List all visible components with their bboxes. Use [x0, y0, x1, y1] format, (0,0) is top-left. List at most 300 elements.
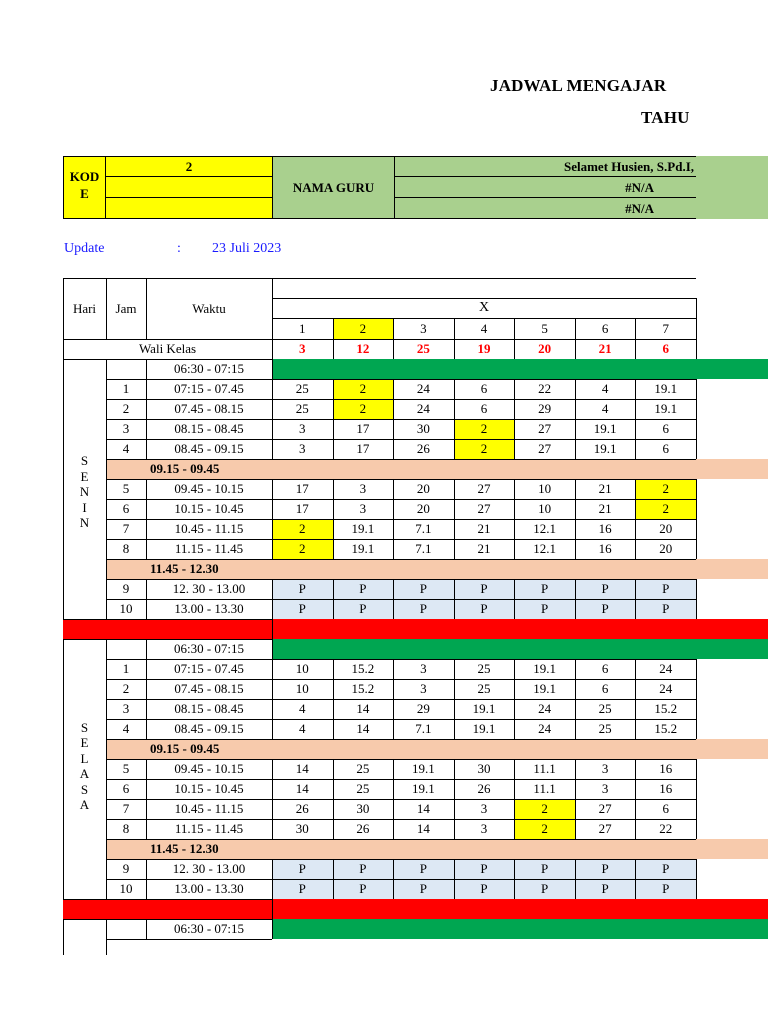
schedule-cell: 15.2: [351, 681, 375, 696]
jam-cell: 7: [122, 801, 130, 816]
grid-line: [635, 579, 636, 599]
grid-line: [514, 719, 515, 739]
kode-value: 2: [185, 158, 193, 174]
wali-kelas-value: 20: [538, 341, 552, 356]
schedule-cell: P: [662, 581, 670, 596]
grid-line: [696, 539, 697, 559]
break-time: 11.45 - 12.30: [150, 841, 219, 856]
time-cell: 12. 30 - 13.00: [172, 861, 246, 876]
grid-line: [272, 759, 273, 779]
grid-line: [454, 539, 455, 559]
jam-cell: 4: [122, 721, 130, 736]
grid-line: [696, 779, 697, 799]
schedule-cell: 20: [659, 541, 673, 556]
grid-line: [575, 419, 576, 439]
class-number-3: 3: [420, 320, 427, 336]
jam-cell: 6: [122, 501, 130, 516]
grid-line: [635, 719, 636, 739]
schedule-cell: P: [601, 861, 609, 876]
grid-line: [514, 419, 515, 439]
class-group-header: X: [478, 300, 490, 315]
grid-line: [696, 659, 697, 679]
grid-line: [106, 439, 107, 459]
row3-value: #N/A: [625, 200, 654, 216]
class-number-5: 5: [541, 320, 548, 336]
nama-label: NAMA GURU: [292, 179, 375, 195]
grid-line: [106, 499, 696, 500]
grid-line: [106, 659, 107, 679]
schedule-cell: 19.1: [654, 381, 678, 396]
grid-line: [272, 439, 273, 459]
green-bar: [272, 639, 768, 659]
grid-line: [514, 859, 515, 879]
schedule-cell: 19.1: [593, 421, 617, 436]
schedule-cell: 6: [601, 661, 609, 676]
grid-line: [106, 399, 107, 419]
grid-line: [575, 579, 576, 599]
grid-line: [454, 679, 455, 699]
break-time: 11.45 - 12.30: [150, 561, 219, 576]
schedule-cell: 14: [356, 721, 370, 736]
grid-line: [106, 419, 696, 420]
grid-line: [575, 699, 576, 719]
grid-line: [272, 359, 273, 379]
grid-line: [696, 799, 697, 819]
grid-line: [272, 719, 273, 739]
schedule-cell: 24: [416, 381, 430, 396]
grid-line: [333, 779, 334, 799]
grid-line: [575, 599, 576, 619]
schedule-cell: 21: [477, 521, 491, 536]
schedule-cell: P: [540, 601, 549, 616]
time-cell: 13.00 - 13.30: [174, 881, 244, 896]
schedule-cell: 21: [598, 501, 612, 516]
grid-line: [635, 519, 636, 539]
schedule-cell: 16: [598, 541, 612, 556]
time-cell: 10.45 - 11.15: [174, 521, 244, 536]
grid-line: [514, 679, 515, 699]
grid-line: [106, 439, 696, 440]
grid-line: [333, 819, 334, 839]
grid-line: [106, 599, 107, 619]
schedule-cell: P: [601, 601, 609, 616]
schedule-cell: P: [359, 881, 367, 896]
grid-line: [106, 599, 696, 600]
time-cell: 08.45 - 09.15: [174, 441, 244, 456]
grid-line: [146, 699, 147, 719]
schedule-cell: 16: [659, 761, 673, 776]
grid-line: [696, 439, 697, 459]
grid-line: [454, 879, 455, 899]
schedule-cell: 2: [299, 521, 306, 536]
schedule-cell: 4: [299, 701, 306, 716]
grid-line: [635, 659, 636, 679]
schedule-cell: P: [298, 581, 306, 596]
schedule-cell: 15.2: [654, 721, 678, 736]
wali-kelas-value: 19: [477, 341, 491, 356]
grid-line: [635, 819, 636, 839]
grid-line: [514, 499, 515, 519]
jam-cell: 10: [119, 601, 133, 616]
schedule-cell: 3: [299, 441, 306, 456]
schedule-cell: 7.1: [415, 541, 432, 556]
schedule-cell: 22: [659, 821, 673, 836]
grid-line: [454, 759, 455, 779]
schedule-cell: 6: [480, 401, 488, 416]
grid-line: [393, 579, 394, 599]
schedule-cell: 24: [416, 401, 430, 416]
grid-line: [106, 719, 107, 739]
schedule-cell: 3: [480, 821, 488, 836]
class-number-2: 2: [359, 320, 367, 336]
grid-line: [575, 479, 576, 499]
grid-line: [575, 859, 576, 879]
schedule-cell: P: [419, 581, 428, 596]
grid-line: [454, 699, 455, 719]
schedule-cell: 24: [538, 721, 552, 736]
schedule-cell: P: [298, 881, 306, 896]
grid-line: [272, 379, 273, 399]
grid-line: [106, 399, 696, 400]
grid-line: [393, 759, 394, 779]
break-time: 09.15 - 09.45: [150, 741, 220, 756]
grid-line: [696, 699, 697, 719]
grid-line: [106, 659, 696, 660]
schedule-cell: 27: [477, 481, 491, 496]
schedule-cell: P: [662, 881, 670, 896]
schedule-cell: 3: [420, 661, 427, 676]
jam-cell: 9: [122, 581, 130, 596]
schedule-cell: 19.1: [654, 401, 678, 416]
schedule-cell: P: [540, 581, 549, 596]
wali-kelas-value: 3: [299, 341, 306, 356]
schedule-cell: 27: [538, 441, 552, 456]
grid-line: [454, 419, 455, 439]
grid-line: [575, 819, 576, 839]
grid-line: [146, 359, 147, 379]
col-header-jam: Jam: [115, 300, 137, 316]
schedule-cell: P: [601, 881, 609, 896]
grid-line: [333, 419, 334, 439]
grid-line: [333, 479, 334, 499]
jam-cell: 6: [122, 781, 130, 796]
grid-line: [106, 419, 107, 439]
jam-cell: 2: [122, 401, 130, 416]
schedule-cell: P: [662, 861, 670, 876]
grid-line: [393, 399, 394, 419]
schedule-cell: 10: [295, 681, 309, 696]
schedule-cell: 24: [659, 681, 673, 696]
grid-line: [146, 799, 147, 819]
schedule-cell: 10: [538, 481, 552, 496]
jam-cell: 7: [122, 521, 130, 536]
time-cell: 09.45 - 10.15: [174, 481, 244, 496]
day-separator: [63, 899, 768, 919]
grid-line: [514, 819, 515, 839]
schedule-cell: 20: [659, 521, 673, 536]
green-bar: [272, 359, 768, 379]
schedule-cell: 27: [538, 421, 552, 436]
schedule-cell: P: [662, 601, 670, 616]
grid-line: [333, 499, 334, 519]
grid-line: [272, 519, 273, 539]
grid-line: [393, 779, 394, 799]
grid-line: [106, 539, 696, 540]
col-header-hari: Hari: [72, 300, 97, 316]
schedule-cell: P: [419, 601, 428, 616]
schedule-cell: 19.1: [533, 661, 556, 676]
grid-line: [106, 839, 696, 840]
time-cell: 07:15 - 07.45: [174, 381, 244, 396]
grid-line: [106, 819, 107, 839]
grid-line: [514, 519, 515, 539]
grid-line: [106, 519, 696, 520]
grid-line: [106, 759, 107, 779]
schedule-cell: 26: [356, 821, 370, 836]
grid-line: [146, 579, 147, 599]
time-cell: 06:30 - 07:15: [173, 921, 245, 936]
grid-line: [514, 759, 515, 779]
grid-line: [146, 659, 147, 679]
grid-line: [514, 799, 515, 819]
grid-line: [514, 539, 515, 559]
schedule-cell: P: [601, 581, 609, 596]
schedule-cell: 3: [480, 801, 488, 816]
grid-line: [393, 719, 394, 739]
schedule-cell: 2: [662, 501, 669, 516]
grid-line: [454, 439, 455, 459]
grid-line: [106, 499, 107, 519]
grid-line: [106, 799, 696, 800]
schedule-cell: 7.1: [415, 721, 432, 736]
grid-line: [454, 799, 455, 819]
grid-line: [575, 719, 576, 739]
grid-line: [106, 859, 107, 879]
schedule-cell: P: [359, 601, 367, 616]
grid-line: [146, 479, 147, 499]
grid-line: [106, 719, 696, 720]
grid-line: [106, 559, 107, 579]
schedule-cell: 2: [359, 401, 367, 416]
schedule-cell: P: [480, 881, 488, 896]
schedule-cell: 22: [538, 381, 552, 396]
grid-line: [696, 719, 697, 739]
grid-line: [454, 519, 455, 539]
grid-line: [635, 599, 636, 619]
schedule-cell: 19.1: [412, 781, 435, 796]
jam-cell: 1: [122, 661, 130, 676]
schedule-cell: 3: [299, 421, 306, 436]
jam-cell: 5: [122, 481, 130, 496]
grid-line: [635, 779, 636, 799]
grid-line: [106, 639, 107, 659]
grid-line: [393, 539, 394, 559]
grid-line: [696, 519, 697, 539]
schedule-cell: 17: [356, 441, 370, 456]
grid-line: [514, 379, 515, 399]
grid-line: [514, 659, 515, 679]
grid-line: [106, 359, 272, 360]
schedule-cell: 6: [480, 381, 488, 396]
grid-line: [454, 599, 455, 619]
jam-cell: 8: [122, 821, 130, 836]
schedule-cell: P: [540, 881, 549, 896]
grid-line: [575, 519, 576, 539]
schedule-cell: P: [480, 581, 488, 596]
grid-line: [635, 699, 636, 719]
grid-line: [146, 639, 147, 659]
schedule-cell: 27: [477, 501, 491, 516]
grid-line: [333, 759, 334, 779]
grid-line: [106, 779, 107, 799]
grid-line: [696, 599, 697, 619]
grid-line: [696, 759, 697, 779]
grid-line: [106, 579, 107, 599]
grid-line: [146, 499, 147, 519]
grid-line: [575, 439, 576, 459]
grid-line: [272, 659, 273, 679]
grid-line: [272, 539, 273, 559]
grid-line: [146, 679, 147, 699]
grid-line: [635, 759, 636, 779]
schedule-cell: 7.1: [415, 521, 432, 536]
grid-line: [575, 879, 576, 899]
break-time: 09.15 - 09.45: [150, 461, 220, 476]
schedule-cell: P: [480, 601, 488, 616]
grid-line: [696, 298, 697, 359]
jam-cell: 10: [119, 881, 133, 896]
grid-line: [696, 859, 697, 879]
grid-line: [272, 879, 273, 899]
schedule-cell: P: [359, 581, 367, 596]
grid-line: [106, 739, 107, 759]
grid-line: [514, 599, 515, 619]
schedule-cell: 25: [356, 761, 370, 776]
grid-line: [106, 939, 272, 940]
time-cell: 07.45 - 08.15: [174, 401, 244, 416]
grid-line: [272, 899, 273, 919]
grid-line: [106, 459, 696, 460]
grid-line: [454, 859, 455, 879]
grid-line: [106, 379, 696, 380]
schedule-cell: 25: [295, 401, 309, 416]
time-cell: 06:30 - 07:15: [173, 361, 245, 376]
schedule-cell: 19.1: [351, 521, 375, 536]
grid-line: [63, 939, 64, 955]
grid-line: [575, 799, 576, 819]
schedule-cell: 3: [601, 761, 609, 776]
grid-line: [333, 659, 334, 679]
schedule-cell: 4: [601, 381, 609, 396]
schedule-cell: 2: [480, 421, 488, 436]
grid-line: [106, 879, 107, 899]
grid-line: [393, 819, 394, 839]
schedule-cell: 14: [295, 761, 309, 776]
grid-line: [454, 659, 455, 679]
grid-line: [635, 679, 636, 699]
grid-line: [635, 419, 636, 439]
grid-line: [272, 579, 273, 599]
schedule-cell: 26: [416, 441, 430, 456]
grid-line: [272, 619, 273, 639]
grid-line: [635, 799, 636, 819]
grid-line: [575, 679, 576, 699]
schedule-cell: 3: [359, 501, 367, 516]
grid-line: [393, 679, 394, 699]
grid-line: [272, 599, 273, 619]
schedule-cell: 17: [356, 421, 370, 436]
grid-line: [146, 859, 147, 879]
schedule-cell: 19.1: [472, 701, 496, 716]
grid-line: [635, 539, 636, 559]
grid-line: [635, 379, 636, 399]
grid-line: [146, 399, 147, 419]
grid-line: [146, 419, 147, 439]
grid-line: [514, 399, 515, 419]
schedule-cell: 25: [356, 781, 370, 796]
time-cell: 10.15 - 10.45: [174, 781, 244, 796]
grid-line: [635, 499, 636, 519]
schedule-cell: 2: [359, 381, 367, 396]
schedule-cell: 16: [659, 781, 673, 796]
schedule-cell: 14: [295, 781, 309, 796]
grid-line: [514, 439, 515, 459]
schedule-cell: 2: [662, 481, 669, 496]
schedule-cell: 21: [477, 541, 491, 556]
schedule-cell: P: [298, 861, 306, 876]
jam-cell: 5: [122, 761, 130, 776]
grid-line: [106, 699, 107, 719]
row2-value: #N/A: [625, 179, 654, 195]
schedule-cell: 30: [356, 801, 370, 816]
grid-line: [106, 839, 107, 859]
class-number-7: 7: [662, 320, 669, 336]
schedule-cell: 6: [662, 441, 669, 456]
grid-line: [272, 799, 273, 819]
jam-cell: 3: [122, 421, 130, 436]
jam-cell: 8: [122, 541, 130, 556]
grid-line: [106, 919, 272, 920]
schedule-cell: 29: [416, 701, 430, 716]
grid-line: [454, 379, 455, 399]
schedule-cell: 21: [598, 481, 612, 496]
schedule-cell: 12.1: [533, 521, 556, 536]
schedule-cell: 15.2: [351, 661, 375, 676]
grid-line: [272, 499, 273, 519]
grid-line: [146, 759, 147, 779]
grid-line: [575, 659, 576, 679]
time-cell: 11.15 - 11.45: [174, 821, 244, 836]
grid-line: [696, 879, 697, 899]
grid-line: [146, 539, 147, 559]
grid-line: [106, 779, 696, 780]
grid-line: [514, 579, 515, 599]
grid-line: [575, 539, 576, 559]
schedule-cell: 2: [541, 801, 548, 816]
grid-line: [575, 399, 576, 419]
grid-line: [272, 419, 273, 439]
grid-line: [333, 519, 334, 539]
grid-line: [454, 779, 455, 799]
grid-line: [696, 579, 697, 599]
grid-line: [393, 499, 394, 519]
schedule-cell: 4: [299, 721, 306, 736]
grid-line: [106, 519, 107, 539]
time-cell: 07:15 - 07.45: [174, 661, 244, 676]
schedule-cell: 25: [598, 721, 612, 736]
schedule-cell: 19.1: [533, 681, 556, 696]
grid-line: [635, 399, 636, 419]
